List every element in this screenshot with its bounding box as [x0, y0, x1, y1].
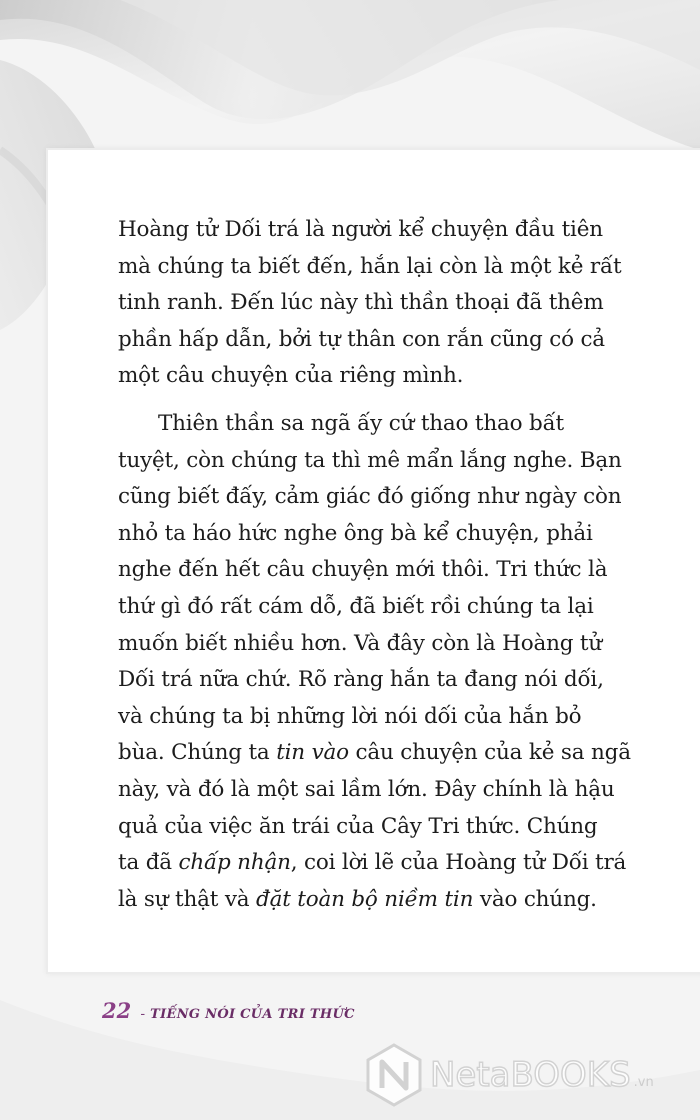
watermark	[364, 1042, 654, 1108]
page-number: 22	[102, 998, 132, 1023]
text-line	[118, 772, 615, 809]
watermark-suffix: .vn	[633, 1074, 654, 1090]
text-segment: mà chúng ta biết đến, hắn lại còn là một kẻ rất	[118, 253, 622, 279]
body-text	[118, 212, 631, 918]
text-line	[118, 212, 604, 249]
text-line	[118, 479, 622, 516]
emphasized-text: đặt toàn bộ niềm tin	[256, 886, 474, 912]
text-line	[118, 516, 604, 553]
text-segment: thứ gì đó rất cám dỗ, đã biết rồi chúng ta lại	[118, 593, 594, 619]
text-line	[118, 809, 604, 846]
paragraph	[118, 406, 631, 918]
text-segment: câu chuyện của kẻ sa ngã	[348, 740, 631, 766]
emphasized-text: tin vào	[276, 740, 349, 766]
text-segment: ta đã	[118, 850, 179, 876]
text-segment: phần hấp dẫn, bởi tự thân con rắn cũng có cả	[118, 326, 605, 352]
text-line	[118, 552, 608, 589]
watermark-brand: NetaBOOKS	[430, 1055, 631, 1095]
text-line	[118, 699, 604, 736]
text-segment: này, và đó là một sai lầm lớn. Đây chính là hậu	[118, 776, 615, 802]
text-segment: Dối trá nữa chứ. Rõ ràng hắn ta đang nói dối,	[118, 667, 604, 693]
text-line	[118, 626, 604, 663]
text-segment: cũng biết đấy, cảm giác đó giống như ngày còn	[118, 484, 622, 510]
text-segment: bùa. Chúng ta	[118, 740, 277, 766]
text-segment: quả của việc ăn trái của Cây Tri thức. Chúng	[118, 813, 598, 839]
footer-separator: -	[140, 1006, 146, 1022]
text-line	[118, 589, 604, 626]
text-line	[118, 358, 604, 395]
running-title: TIẾNG NÓI CỦA TRI THỨC	[150, 1007, 355, 1022]
page-footer	[102, 998, 355, 1023]
text-segment: muốn biết nhiều hơn. Và đây còn là Hoàng tử	[118, 630, 602, 656]
text-segment: Thiên thần sa ngã ấy cứ thao thao bất	[158, 410, 564, 436]
netabooks-logo-icon	[364, 1042, 424, 1108]
text-segment: một câu chuyện của riêng mình.	[118, 363, 464, 389]
text-line	[118, 845, 627, 882]
text-line	[118, 249, 622, 286]
text-line	[118, 662, 604, 699]
text-segment: tinh ranh. Đến lúc này thì thần thoại đã thêm	[118, 290, 604, 316]
text-segment: là sự thật và	[118, 886, 257, 912]
text-line	[118, 322, 604, 359]
text-line	[118, 443, 622, 480]
paragraph	[118, 212, 622, 395]
text-line	[118, 406, 604, 443]
text-segment: và chúng ta bị những lời nói dối của hắn bỏ	[118, 703, 582, 729]
text-segment: vào chúng.	[473, 886, 597, 912]
text-segment: tuyệt, còn chúng ta thì mê mẩn lắng nghe. Bạn	[118, 447, 622, 473]
text-segment: nhỏ ta háo hức nghe ông bà kể chuyện, phải	[118, 520, 593, 546]
text-line	[118, 882, 604, 919]
text-line	[118, 735, 631, 772]
emphasized-text: chấp nhận	[178, 850, 291, 876]
text-segment: nghe đến hết câu chuyện mới thôi. Tri thức là	[118, 557, 608, 583]
text-segment: , coi lời lẽ của Hoàng tử Dối trá	[290, 850, 627, 876]
text-line	[118, 285, 604, 322]
text-segment: Hoàng tử Dối trá là người kể chuyện đầu tiên	[118, 217, 603, 242]
